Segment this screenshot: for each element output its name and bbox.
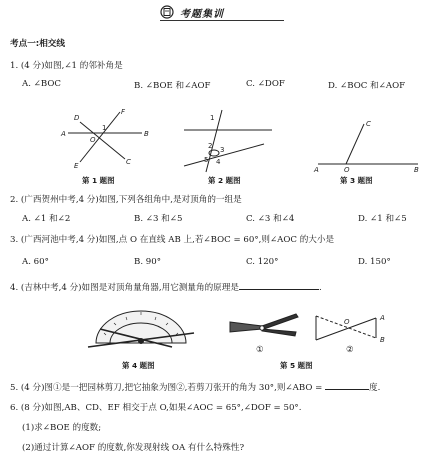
q2-stem: 2. (广西贺州中考,4 分)如图,下列各组角中,是对顶角的一组是 <box>10 195 242 205</box>
q1-stem: 1. (4 分)如图,∠1 的邻补角是 <box>10 61 123 71</box>
q2-option-a: A. ∠1 和∠2 <box>22 214 71 224</box>
q3-option-a: A. 60° <box>22 257 49 267</box>
q3-stem: 3. (广西河池中考,4 分)如图,点 O 在直线 AB 上,若∠BOC = 60°,则∠AOC 的大小是 <box>10 235 335 245</box>
label-b: B <box>144 130 149 138</box>
figure-5-shears-diagram <box>228 310 298 344</box>
label-2-5: 5 <box>204 156 209 164</box>
figure-4-diagram <box>86 307 196 353</box>
section-title: 考点一:相交线 <box>10 39 65 49</box>
q6-stem: 6. (8 分)如图,AB、CD、EF 相交于点 O,如果∠AOC = 65°,∠DOF = 50°. <box>10 403 302 413</box>
q3-option-d: D. 150° <box>358 257 391 267</box>
q1-option-a: A. ∠BOC <box>22 79 61 89</box>
q3-option-c: C. 120° <box>246 257 279 267</box>
figure-5-abstract-diagram <box>306 308 392 348</box>
q3-option-b: B. 90° <box>134 257 162 267</box>
q1-option-d: D. ∠BOC 和∠AOF <box>328 81 406 91</box>
label-f: F <box>121 108 126 116</box>
label-a: A <box>380 314 385 322</box>
figure-5-sub2-label: ② <box>346 345 354 355</box>
q2-option-d: D. ∠1 和∠5 <box>358 214 407 224</box>
figure-1-caption: 第 1 题图 <box>82 176 115 185</box>
notebook-badge-icon <box>160 5 174 19</box>
figure-5-caption: 第 5 题图 <box>280 361 313 370</box>
label-1: 1 <box>102 124 107 132</box>
label-d: D <box>74 114 80 122</box>
q1-option-b: B. ∠BOE 和∠AOF <box>134 81 211 91</box>
q2-option-b: B. ∠3 和∠5 <box>134 214 183 224</box>
figure-4-caption: 第 4 题图 <box>122 361 155 370</box>
page-title: 考题集训 <box>180 9 224 20</box>
q5-answer-blank[interactable] <box>325 381 369 390</box>
q6-part1: (1)求∠BOE 的度数; <box>22 423 102 433</box>
label-e: E <box>74 162 79 170</box>
figure-1-diagram <box>60 108 150 172</box>
figure-3-caption: 第 3 题图 <box>340 176 373 185</box>
label-o: O <box>344 318 350 326</box>
figure-5-sub1-label: ① <box>256 345 264 355</box>
q5-unit: 度. <box>369 383 381 393</box>
label-b: B <box>414 166 419 174</box>
line-ef <box>80 112 120 162</box>
ray-oc <box>346 124 364 164</box>
label-o: O <box>90 136 96 144</box>
label-a: A <box>314 166 319 174</box>
header-badge <box>160 4 284 20</box>
label-c: C <box>366 120 371 128</box>
q2-option-c: C. ∠3 和∠4 <box>246 214 295 224</box>
title-underline <box>160 20 284 21</box>
label-2-2: 2 <box>208 142 213 150</box>
label-2-3: 3 <box>220 146 225 154</box>
figure-2-diagram <box>184 110 274 170</box>
label-c: C <box>126 158 131 166</box>
label-b: B <box>380 336 385 344</box>
label-a: A <box>61 130 66 138</box>
label-2-4: 4 <box>216 158 221 166</box>
figure-2-caption: 第 2 题图 <box>208 176 241 185</box>
q5-stem <box>10 381 380 393</box>
q6-part2: (2)通过计算∠AOF 的度数,你发现射线 OA 有什么特殊性? <box>22 443 245 453</box>
q5-stem-text: 5. (4 分)图①是一把园林剪刀,把它抽象为图②,若剪刀张开的角为 30°,则∠ABO = <box>10 383 323 393</box>
q4-stem: 4. (吉林中考,4 分)如图是对顶角量角器,用它测量角的原理是 . <box>10 283 322 293</box>
q1-option-c: C. ∠DOF <box>246 79 285 89</box>
label-o: O <box>344 166 350 174</box>
figure-3-diagram <box>314 120 424 174</box>
q4-stem-text: 4. (吉林中考,4 分)如图是对顶角量角器,用它测量角的原理是 <box>10 283 239 293</box>
q4-answer-blank[interactable] <box>239 281 319 290</box>
label-2-1: 1 <box>210 114 215 122</box>
